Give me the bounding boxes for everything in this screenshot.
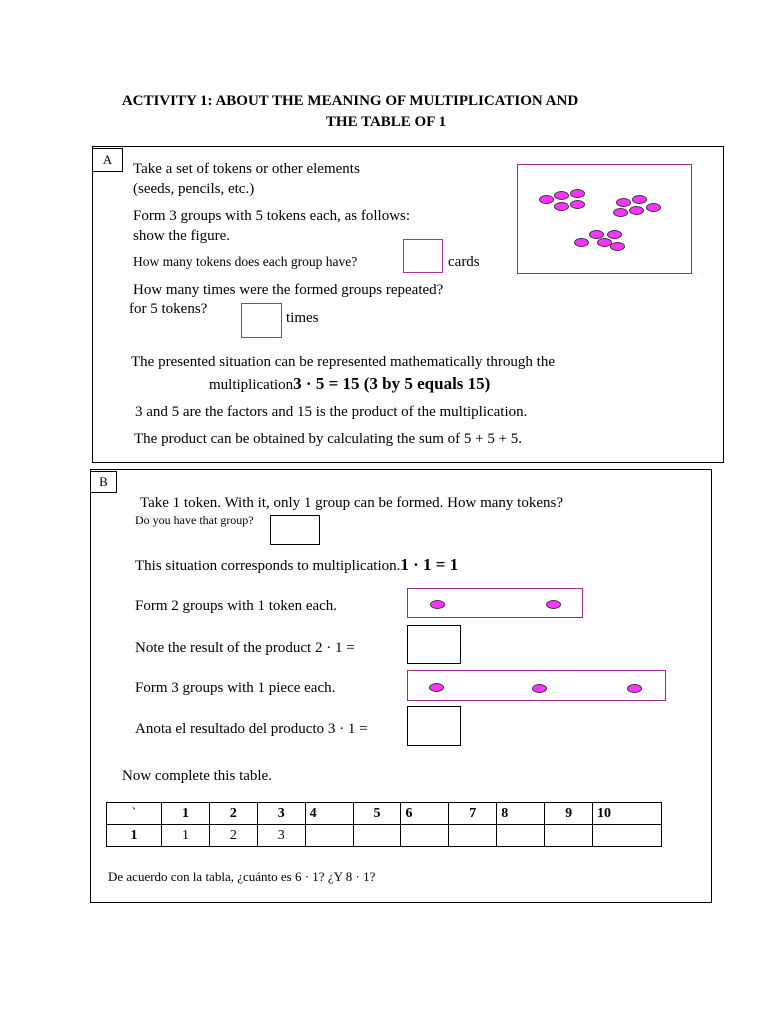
token <box>613 208 628 217</box>
table-cell: 6 <box>401 803 449 825</box>
b-form2: Form 2 groups with 1 token each. <box>135 598 338 614</box>
token <box>616 198 631 207</box>
a-multiplication-expression: 3 · 5 = 15 (3 by 5 equals 15) <box>293 374 491 393</box>
a-unit-times: times <box>286 310 319 326</box>
b-footer-question: De acuerdo con la tabla, ¿cuánto es 6 · 1? ¿Y 8 · 1? <box>108 869 376 884</box>
b-answer-box-3x1[interactable] <box>407 706 461 746</box>
b-line1: Take 1 token. With it, only 1 group can be formed. How many tokens? <box>140 495 563 511</box>
table-header-row <box>107 803 662 825</box>
table-cell-input[interactable] <box>353 825 401 847</box>
token <box>610 242 625 251</box>
table-cell: 8 <box>497 803 545 825</box>
two-tokens-figure <box>407 588 583 618</box>
a-answer-box-times[interactable] <box>241 303 282 338</box>
b-note3: Anota el resultado del producto 3 · 1 = <box>135 721 368 737</box>
table-cell: 1 <box>107 825 162 847</box>
a-factors-line: 3 and 5 are the factors and 15 is the product of the multiplication. <box>135 404 528 420</box>
a-line4: show the figure. <box>133 228 231 244</box>
table-cell: 3 <box>257 825 305 847</box>
b-form3: Form 3 groups with 1 piece each. <box>135 680 336 696</box>
table-cell: 10 <box>593 803 662 825</box>
a-line2: (seeds, pencils, etc.) <box>133 181 255 197</box>
activity-title-line2: THE TABLE OF 1 <box>325 114 447 130</box>
a-question-repeated: How many times were the formed groups repeated? <box>133 282 444 298</box>
a-unit-cards: cards <box>448 254 480 270</box>
table-cell-input[interactable] <box>545 825 593 847</box>
multiplication-table <box>106 802 662 847</box>
token <box>546 600 561 609</box>
table-cell-input[interactable] <box>401 825 449 847</box>
section-a-label: A <box>92 148 123 172</box>
table-cell-input[interactable] <box>305 825 353 847</box>
table-cell: 4 <box>305 803 353 825</box>
table-cell-input[interactable] <box>593 825 662 847</box>
b-corresponds-line <box>135 555 458 576</box>
table-cell-input[interactable] <box>449 825 497 847</box>
three-tokens-figure <box>407 670 666 701</box>
token <box>627 684 642 693</box>
activity-title-line1: ACTIVITY 1: ABOUT THE MEANING OF MULTIPLICATION AND <box>121 93 579 109</box>
a-line1: Take a set of tokens or other elements <box>133 161 360 177</box>
b-answer-box-2x1[interactable] <box>407 625 461 664</box>
table-cell: 9 <box>545 803 593 825</box>
table-cell: 1 <box>162 825 210 847</box>
token <box>554 191 569 200</box>
table-cell: 2 <box>209 825 257 847</box>
table-cell: 2 <box>209 803 257 825</box>
b-corresponds-expression: 1 · 1 = 1 <box>400 555 459 574</box>
b-line2: Do you have that group? <box>135 513 254 527</box>
a-multiplication-prefix: multiplication <box>209 377 294 393</box>
token <box>570 189 585 198</box>
token <box>632 195 647 204</box>
section-b-label: B <box>90 471 117 493</box>
table-cell-input[interactable] <box>497 825 545 847</box>
table-cell: 7 <box>449 803 497 825</box>
a-represented-line: The presented situation can be represented mathematically through the <box>131 354 556 370</box>
tokens-figure <box>517 164 692 274</box>
token <box>570 200 585 209</box>
a-question-repeated-2: for 5 tokens? <box>129 301 208 317</box>
token <box>574 238 589 247</box>
table-cell: 5 <box>353 803 401 825</box>
b-corresponds-prefix: This situation corresponds to multiplication. <box>135 558 401 574</box>
token <box>429 683 444 692</box>
a-question-tokens: How many tokens does each group have? <box>133 254 358 269</box>
token <box>607 230 622 239</box>
a-sum-line: The product can be obtained by calculating the sum of 5 + 5 + 5. <box>134 431 523 447</box>
b-answer-box-group[interactable] <box>270 515 320 545</box>
table-cell: 1 <box>162 803 210 825</box>
table-row <box>107 825 662 847</box>
token <box>554 202 569 211</box>
token <box>646 203 661 212</box>
token <box>629 206 644 215</box>
a-line3: Form 3 groups with 5 tokens each, as follows: <box>133 208 411 224</box>
table-cell: ` <box>107 803 162 825</box>
table-cell: 3 <box>257 803 305 825</box>
b-complete-table: Now complete this table. <box>122 768 272 784</box>
a-multiplication-line <box>209 374 490 395</box>
token <box>430 600 445 609</box>
b-note2: Note the result of the product 2 · 1 = <box>135 640 355 656</box>
a-answer-box-tokens[interactable] <box>403 239 443 273</box>
token <box>539 195 554 204</box>
token <box>532 684 547 693</box>
